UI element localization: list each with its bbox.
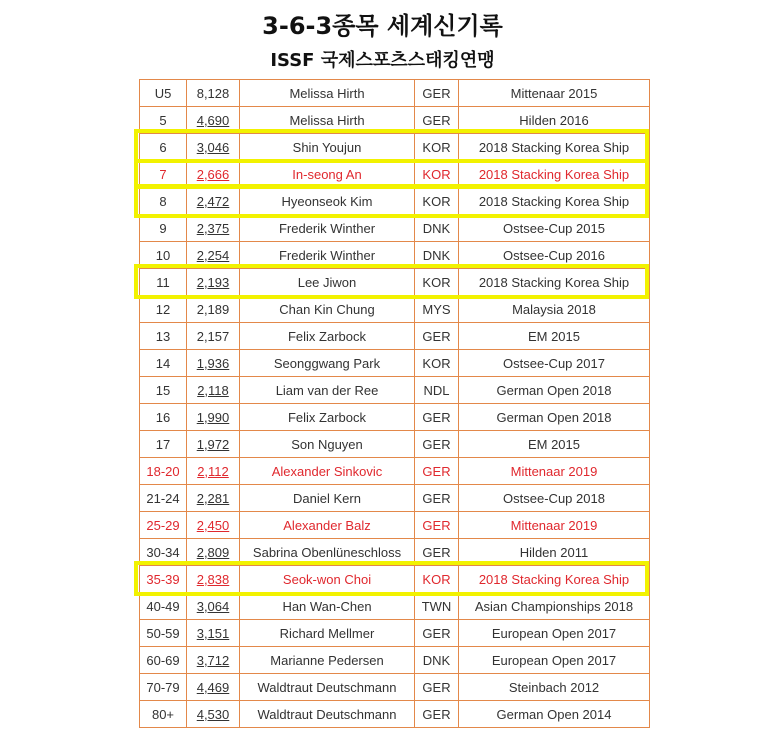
name-cell: Seonggwang Park (240, 350, 415, 377)
age-cell: 13 (140, 323, 187, 350)
name-cell: In-seong An (240, 161, 415, 188)
name-cell: Waldtraut Deutschmann (240, 674, 415, 701)
event-cell: 2018 Stacking Korea Ship (459, 269, 650, 296)
record-time-link: 8,128 (196, 85, 230, 101)
record-time-link[interactable]: 2,112 (197, 463, 229, 479)
event-cell: Ostsee-Cup 2017 (459, 350, 650, 377)
name-cell: Melissa Hirth (240, 107, 415, 134)
record-time-link[interactable]: 4,690 (196, 112, 230, 128)
table-row (140, 188, 650, 215)
event-cell: Hilden 2011 (459, 539, 650, 566)
name-cell: Alexander Sinkovic (240, 458, 415, 485)
time-cell (187, 431, 240, 458)
event-cell: Mittenaar 2015 (459, 80, 650, 107)
table-row (140, 80, 650, 107)
age-cell: 21-24 (140, 485, 187, 512)
table-row (140, 107, 650, 134)
record-time-link[interactable]: 3,712 (196, 652, 230, 668)
age-cell: 5 (140, 107, 187, 134)
time-cell (187, 539, 240, 566)
record-time-link[interactable]: 3,151 (196, 625, 230, 641)
event-cell: European Open 2017 (459, 647, 650, 674)
name-cell: Marianne Pedersen (240, 647, 415, 674)
age-cell: 80+ (140, 701, 187, 728)
nation-cell: MYS (415, 296, 459, 323)
table-row (140, 323, 650, 350)
time-cell (187, 80, 240, 107)
age-cell: 40-49 (140, 593, 187, 620)
event-cell: Hilden 2016 (459, 107, 650, 134)
nation-cell: GER (415, 620, 459, 647)
table-row (140, 458, 650, 485)
record-time-link[interactable]: 2,472 (196, 193, 230, 209)
time-cell (187, 566, 240, 593)
age-cell: 11 (140, 269, 187, 296)
record-time-link[interactable]: 2,254 (196, 247, 230, 263)
table-row (140, 404, 650, 431)
page-title: 3-6-3종목 세계신기록 (262, 12, 503, 40)
age-cell: 70-79 (140, 674, 187, 701)
name-cell: Frederik Winther (240, 215, 415, 242)
name-cell: Shin Youjun (240, 134, 415, 161)
age-cell: 12 (140, 296, 187, 323)
event-cell: German Open 2018 (459, 377, 650, 404)
record-time-link[interactable]: 2,193 (196, 274, 230, 290)
nation-cell: GER (415, 323, 459, 350)
nation-cell: GER (415, 674, 459, 701)
time-cell (187, 269, 240, 296)
name-cell: Son Nguyen (240, 431, 415, 458)
time-cell (187, 701, 240, 728)
nation-cell: DNK (415, 242, 459, 269)
event-cell: Ostsee-Cup 2016 (459, 242, 650, 269)
age-cell: 15 (140, 377, 187, 404)
age-cell: 10 (140, 242, 187, 269)
nation-cell: DNK (415, 215, 459, 242)
table-row (140, 134, 650, 161)
table-row (140, 647, 650, 674)
record-time-link[interactable]: 2,838 (196, 571, 230, 587)
event-cell: European Open 2017 (459, 620, 650, 647)
name-cell: Sabrina Obenlüneschloss (240, 539, 415, 566)
time-cell (187, 620, 240, 647)
age-cell: 25-29 (140, 512, 187, 539)
record-time-link[interactable]: 3,064 (196, 598, 230, 614)
nation-cell: KOR (415, 566, 459, 593)
table-row (140, 593, 650, 620)
name-cell: Chan Kin Chung (240, 296, 415, 323)
table-row (140, 296, 650, 323)
table-row (140, 512, 650, 539)
event-cell: 2018 Stacking Korea Ship (459, 566, 650, 593)
record-time-link[interactable]: 4,530 (196, 706, 230, 722)
record-time-link[interactable]: 3,046 (196, 139, 230, 155)
table-row (140, 215, 650, 242)
record-time-link[interactable]: 2,118 (197, 382, 229, 398)
time-cell (187, 323, 240, 350)
age-cell: 35-39 (140, 566, 187, 593)
table-row (140, 701, 650, 728)
age-cell: 60-69 (140, 647, 187, 674)
record-time-link[interactable]: 2,450 (196, 517, 230, 533)
nation-cell: KOR (415, 134, 459, 161)
name-cell: Lee Jiwon (240, 269, 415, 296)
time-cell (187, 107, 240, 134)
name-cell: Hyeonseok Kim (240, 188, 415, 215)
nation-cell: TWN (415, 593, 459, 620)
table-row (140, 485, 650, 512)
name-cell: Seok-won Choi (240, 566, 415, 593)
table-row (140, 620, 650, 647)
age-cell: 7 (140, 161, 187, 188)
event-cell: Mittenaar 2019 (459, 458, 650, 485)
event-cell: 2018 Stacking Korea Ship (459, 188, 650, 215)
time-cell (187, 458, 240, 485)
table-row (140, 161, 650, 188)
event-cell: 2018 Stacking Korea Ship (459, 134, 650, 161)
table-row (140, 269, 650, 296)
table-row (140, 242, 650, 269)
table-row (140, 431, 650, 458)
name-cell: Liam van der Ree (240, 377, 415, 404)
time-cell (187, 404, 240, 431)
record-time-link[interactable]: 2,809 (196, 544, 230, 560)
nation-cell: GER (415, 80, 459, 107)
age-cell: 9 (140, 215, 187, 242)
event-cell: Ostsee-Cup 2018 (459, 485, 650, 512)
time-cell (187, 350, 240, 377)
nation-cell: DNK (415, 647, 459, 674)
name-cell: Han Wan-Chen (240, 593, 415, 620)
event-cell: Steinbach 2012 (459, 674, 650, 701)
time-cell (187, 242, 240, 269)
table-row (140, 350, 650, 377)
time-cell (187, 377, 240, 404)
record-time-link[interactable]: 2,281 (196, 490, 230, 506)
age-cell: 17 (140, 431, 187, 458)
record-time-link[interactable]: 1,972 (196, 436, 230, 452)
records-table (139, 79, 650, 728)
table-row (140, 377, 650, 404)
event-cell: Ostsee-Cup 2015 (459, 215, 650, 242)
age-cell: 6 (140, 134, 187, 161)
nation-cell: GER (415, 404, 459, 431)
table-row (140, 566, 650, 593)
time-cell (187, 647, 240, 674)
record-time-link[interactable]: 2,666 (196, 166, 230, 182)
record-time-link[interactable]: 2,375 (196, 220, 230, 236)
nation-cell: GER (415, 512, 459, 539)
nation-cell: NDL (415, 377, 459, 404)
name-cell: Daniel Kern (240, 485, 415, 512)
event-cell: German Open 2014 (459, 701, 650, 728)
record-time-link: 2,157 (196, 328, 230, 344)
nation-cell: KOR (415, 269, 459, 296)
record-time-link[interactable]: 4,469 (196, 679, 230, 695)
time-cell (187, 485, 240, 512)
nation-cell: KOR (415, 188, 459, 215)
nation-cell: GER (415, 107, 459, 134)
name-cell: Melissa Hirth (240, 80, 415, 107)
record-time-link: 2,189 (196, 301, 230, 317)
age-cell: 8 (140, 188, 187, 215)
page-subtitle: ISSF 국제스포츠스태킹연맹 (270, 50, 495, 71)
time-cell (187, 512, 240, 539)
event-cell: EM 2015 (459, 323, 650, 350)
name-cell: Felix Zarbock (240, 404, 415, 431)
name-cell: Felix Zarbock (240, 323, 415, 350)
event-cell: Asian Championships 2018 (459, 593, 650, 620)
name-cell: Richard Mellmer (240, 620, 415, 647)
event-cell: Mittenaar 2019 (459, 512, 650, 539)
table-row (140, 674, 650, 701)
time-cell (187, 593, 240, 620)
time-cell (187, 296, 240, 323)
nation-cell: GER (415, 458, 459, 485)
nation-cell: GER (415, 431, 459, 458)
time-cell (187, 188, 240, 215)
age-cell: 14 (140, 350, 187, 377)
age-cell: 16 (140, 404, 187, 431)
nation-cell: KOR (415, 350, 459, 377)
nation-cell: GER (415, 539, 459, 566)
event-cell: Malaysia 2018 (459, 296, 650, 323)
event-cell: EM 2015 (459, 431, 650, 458)
table-row (140, 539, 650, 566)
nation-cell: GER (415, 485, 459, 512)
event-cell: 2018 Stacking Korea Ship (459, 161, 650, 188)
age-cell: 18-20 (140, 458, 187, 485)
age-cell: U5 (140, 80, 187, 107)
time-cell (187, 674, 240, 701)
name-cell: Waldtraut Deutschmann (240, 701, 415, 728)
record-time-link[interactable]: 1,936 (196, 355, 230, 371)
age-cell: 30-34 (140, 539, 187, 566)
nation-cell: KOR (415, 161, 459, 188)
time-cell (187, 134, 240, 161)
nation-cell: GER (415, 701, 459, 728)
time-cell (187, 215, 240, 242)
time-cell (187, 161, 240, 188)
event-cell: German Open 2018 (459, 404, 650, 431)
age-cell: 50-59 (140, 620, 187, 647)
name-cell: Frederik Winther (240, 242, 415, 269)
record-time-link[interactable]: 1,990 (196, 409, 230, 425)
name-cell: Alexander Balz (240, 512, 415, 539)
